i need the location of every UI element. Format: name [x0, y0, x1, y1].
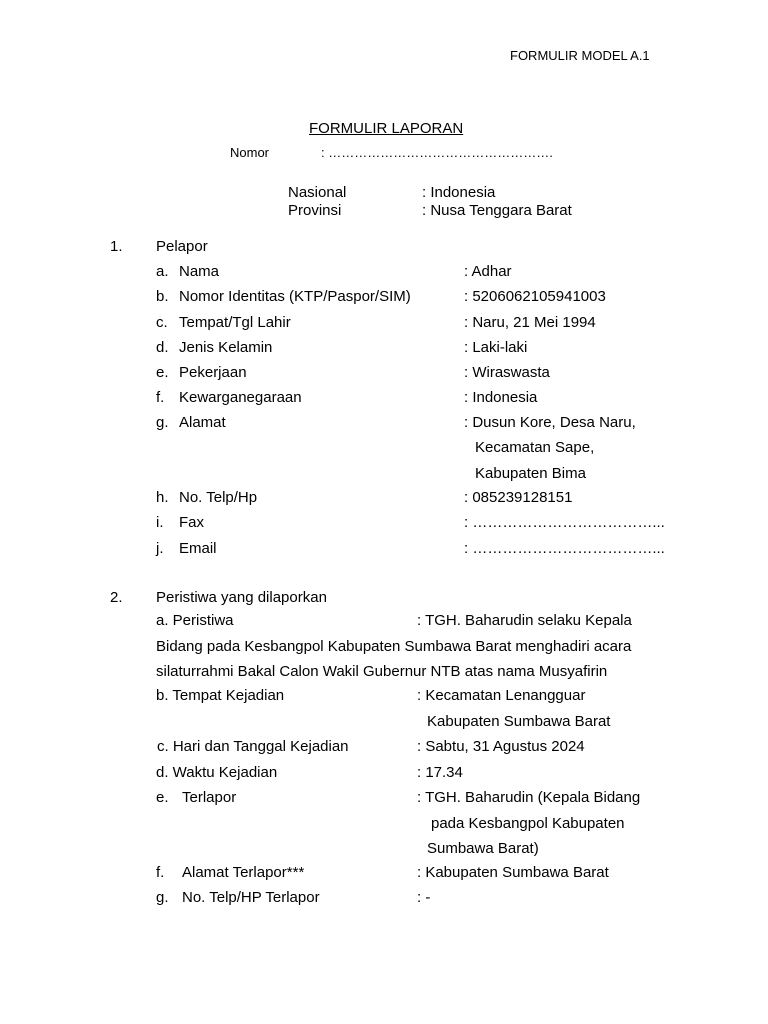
tempat-kejadian-value: : Kecamatan Lenangguar: [417, 687, 586, 704]
nasional-label: Nasional: [288, 184, 347, 201]
terlapor-line3: Sumbawa Barat): [427, 840, 539, 857]
form-title: FORMULIR LAPORAN: [309, 120, 464, 137]
tempat-kejadian-line2: Kabupaten Sumbawa Barat: [427, 713, 611, 730]
item-letter: c.: [156, 314, 168, 331]
item-label-kelamin: Jenis Kelamin: [179, 339, 273, 356]
item-value-alamat: : Dusun Kore, Desa Naru,: [464, 414, 636, 431]
section1-title: Pelapor: [156, 238, 208, 255]
tanggal-kejadian-value: : Sabtu, 31 Agustus 2024: [417, 738, 585, 755]
nomor-value: : …………………………………………….: [321, 145, 553, 160]
peristiwa-line3: silaturrahmi Bakal Calon Wakil Gubernur NTB atas nama Musyafirin: [156, 663, 608, 680]
item-letter: a.: [156, 263, 169, 280]
item-label-identitas: Nomor Identitas (KTP/Paspor/SIM): [179, 288, 411, 305]
waktu-kejadian-value: : 17.34: [417, 764, 463, 781]
telp-terlapor-value: : -: [417, 889, 431, 906]
telp-terlapor-label: No. Telp/HP Terlapor: [182, 889, 320, 906]
item-label-alamat: Alamat: [179, 414, 226, 431]
item-label-kewarganegaraan: Kewarganegaraan: [179, 389, 302, 406]
terlapor-value: : TGH. Baharudin (Kepala Bidang: [417, 789, 641, 806]
item-label-nama: Nama: [179, 263, 220, 280]
item-label-ttl: Tempat/Tgl Lahir: [179, 314, 291, 331]
item-label-email: Email: [179, 540, 217, 557]
item-letter: d.: [156, 339, 169, 356]
alamat-terlapor-value: : Kabupaten Sumbawa Barat: [417, 864, 609, 881]
form-model-code: FORMULIR MODEL A.1: [510, 48, 650, 63]
nasional-value: : Indonesia: [422, 184, 496, 201]
item-value-alamat-line3: Kabupaten Bima: [475, 465, 586, 482]
terlapor-line2: pada Kesbangpol Kabupaten: [431, 815, 625, 832]
item-value-kelamin: : Laki-laki: [464, 339, 528, 356]
item-value-telp: : 085239128151: [464, 489, 573, 506]
peristiwa-line2: Bidang pada Kesbangpol Kabupaten Sumbawa Barat menghadiri acara: [156, 638, 632, 655]
provinsi-value: : Nusa Tenggara Barat: [422, 202, 572, 219]
section2-title: Peristiwa yang dilaporkan: [156, 589, 327, 606]
tempat-kejadian-label: b. Tempat Kejadian: [156, 687, 285, 704]
item-label-fax: Fax: [179, 514, 205, 531]
terlapor-label: Terlapor: [182, 789, 237, 806]
item-label-pekerjaan: Pekerjaan: [179, 364, 247, 381]
section1-number: 1.: [110, 238, 123, 255]
item-value-identitas: : 5206062105941003: [464, 288, 606, 305]
item-value-email: : ………………………………...: [464, 540, 665, 557]
item-letter: j.: [156, 540, 164, 557]
item-letter: i.: [156, 514, 164, 531]
peristiwa-label: a. Peristiwa: [156, 612, 234, 629]
item-letter: f.: [156, 389, 165, 406]
item-letter: b.: [156, 288, 169, 305]
item-value-fax: : ………………………………...: [464, 514, 665, 531]
alamat-terlapor-label: Alamat Terlapor***: [182, 864, 305, 881]
item-value-ttl: : Naru, 21 Mei 1994: [464, 314, 596, 331]
item-value-nama: : Adhar: [464, 263, 512, 280]
item-value-kewarganegaraan: : Indonesia: [464, 389, 538, 406]
nomor-label: Nomor: [230, 145, 270, 160]
item-label-telp: No. Telp/Hp: [179, 489, 258, 506]
alamat-terlapor-letter: f.: [156, 864, 165, 881]
waktu-kejadian-label: d. Waktu Kejadian: [156, 764, 278, 781]
section2-number: 2.: [110, 589, 123, 606]
item-value-alamat-line2: Kecamatan Sape,: [475, 439, 595, 456]
item-letter: h.: [156, 489, 169, 506]
tanggal-kejadian-label: c. Hari dan Tanggal Kejadian: [157, 738, 349, 755]
telp-terlapor-letter: g.: [156, 889, 169, 906]
item-letter: e.: [156, 364, 169, 381]
peristiwa-value: : TGH. Baharudin selaku Kepala: [417, 612, 632, 629]
terlapor-letter: e.: [156, 789, 169, 806]
provinsi-label: Provinsi: [288, 202, 342, 219]
item-value-pekerjaan: : Wiraswasta: [464, 364, 550, 381]
item-letter: g.: [156, 414, 169, 431]
